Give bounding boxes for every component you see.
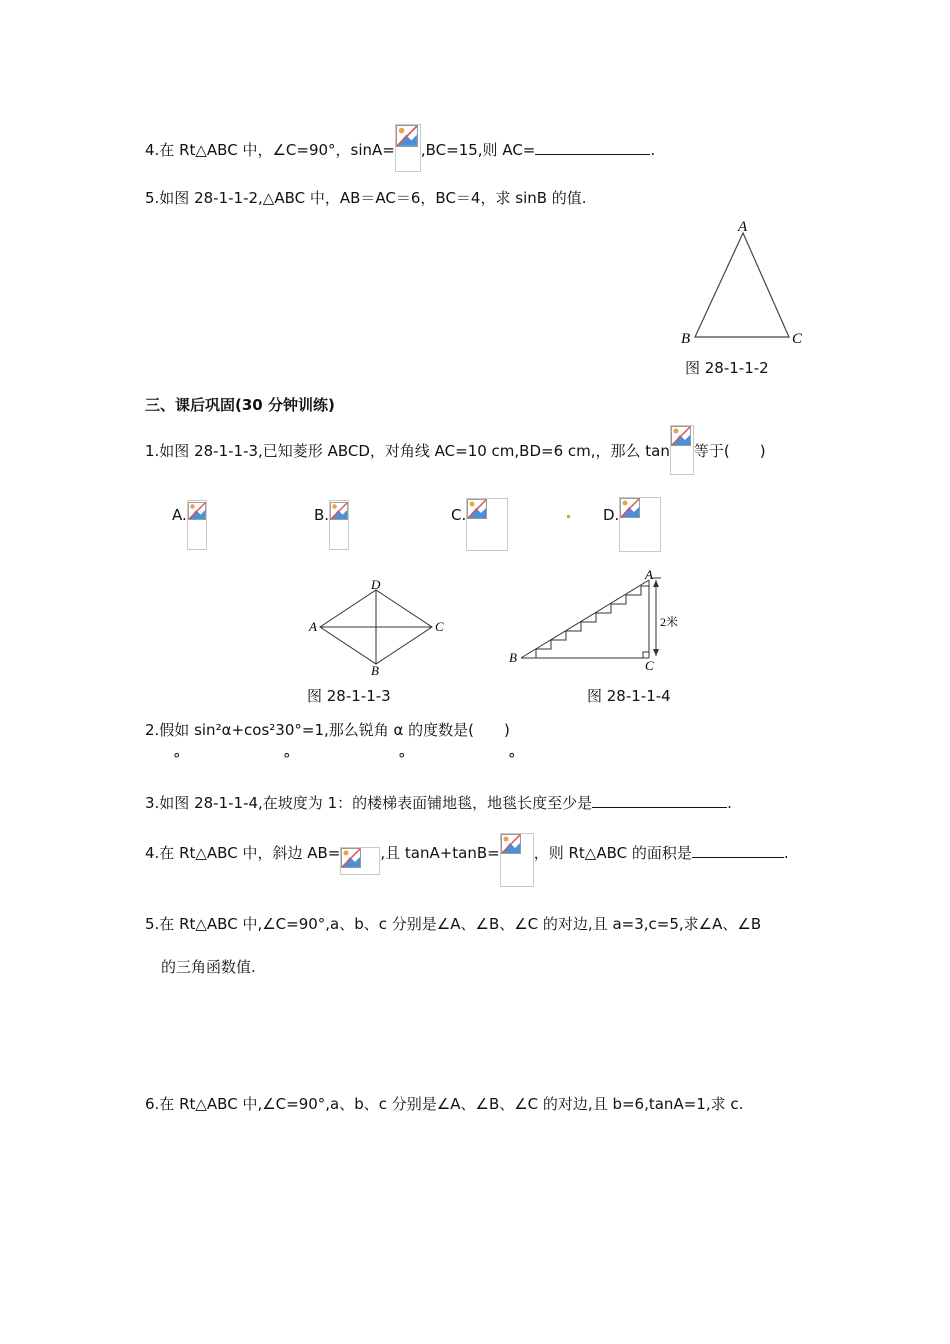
broken-image-icon (329, 500, 349, 550)
answer-blank (535, 140, 650, 155)
problem-4: 4.在 Rt△ABC 中，斜边 AB= ,且 tanA+tanB= ，则 Rt△ABC 的面积是 . (145, 843, 789, 897)
figure-caption: 图 28-1-1-2 (685, 359, 769, 377)
vertex-label-d: D (371, 578, 381, 592)
problem-5: 5.在 Rt△ABC 中,∠C=90°,a、b、c 分别是∠A、∠B、∠C 的对边,且 a=3,c=5,求∠A、∠B (145, 915, 762, 933)
vertex-label-b: B (371, 663, 379, 678)
stray-dot (567, 515, 570, 518)
broken-image-icon (670, 425, 694, 475)
vertex-label-b: B (681, 331, 691, 347)
figure-caption: 图 28-1-1-4 (587, 687, 671, 705)
option-d[interactable]: D. (603, 497, 661, 552)
section-heading: 三、课后巩固(30 分钟训练) (145, 396, 335, 414)
question-5-sinB: 5.如图 28-1-1-2,△ABC 中，AB＝AC＝6，BC＝4，求 sinB 的值. (145, 189, 587, 207)
vertex-label-c: C (792, 331, 803, 347)
question-4-sin: 4.在 Rt△ABC 中，∠C=90°，sinA= ,BC=15,则 AC= . (145, 140, 655, 188)
vertex-label-a: A (309, 619, 317, 634)
vertex-label-a: A (738, 219, 748, 235)
broken-image-icon (340, 847, 380, 875)
triangle-abc (695, 233, 789, 337)
broken-image-icon (619, 497, 661, 552)
vertex-label-c: C (645, 658, 654, 673)
answer-blank (692, 843, 784, 858)
option-b[interactable]: B. (314, 500, 349, 550)
option-degree: ° (283, 750, 291, 768)
vertex-label-a: A (645, 568, 653, 582)
vertex-label-c: C (435, 619, 444, 634)
problem-1: 1.如图 28-1-1-3,已知菱形 ABCD，对角线 AC=10 cm,BD=6 cm,，那么 tan 等于( ) (145, 441, 766, 491)
broken-image-icon (500, 833, 534, 887)
problem-6: 6.在 Rt△ABC 中,∠C=90°,a、b、c 分别是∠A、∠B、∠C 的对边,且 b=6,tanA=1,求 c. (145, 1095, 744, 1113)
answer-blank (592, 793, 727, 808)
broken-image-icon (187, 500, 207, 550)
option-degree: ° (173, 750, 181, 768)
problem-5-continued: 的三角函数值. (161, 958, 256, 976)
option-degree: ° (398, 750, 406, 768)
option-degree: ° (508, 750, 516, 768)
option-a[interactable]: A. (172, 500, 207, 550)
broken-image-icon (466, 498, 508, 551)
figure-triangle (675, 215, 815, 350)
problem-3: 3.如图 28-1-1-4,在坡度为 1：的楼梯表面铺地毯，地毯长度至少是 . (145, 794, 732, 812)
height-label: 2米 (660, 615, 679, 629)
figure-rhombus (305, 578, 455, 678)
option-c[interactable]: C. (451, 498, 508, 551)
figure-staircase (505, 568, 685, 673)
figure-caption: 图 28-1-1-3 (307, 687, 391, 705)
problem-2: 2.假如 sin²α+cos²30°=1,那么锐角 α 的度数是( ) (145, 721, 510, 739)
vertex-label-b: B (509, 650, 517, 665)
broken-image-icon (395, 124, 421, 172)
